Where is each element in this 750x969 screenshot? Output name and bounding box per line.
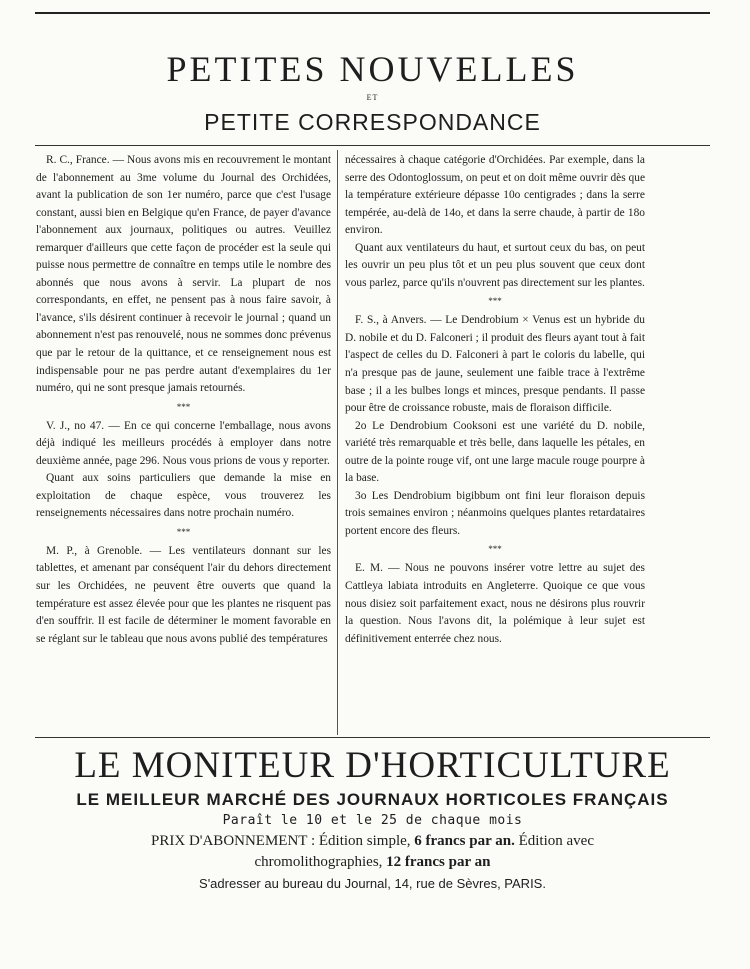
advert-price-simple: 6 francs par an. <box>414 833 515 849</box>
advert-price-line <box>35 833 710 850</box>
advert-tagline: LE MEILLEUR MARCHÉ DES JOURNAUX HORTICOLES FRANÇAIS <box>76 790 669 809</box>
paragraph-vj-soins: Quant aux soins particuliers que demande la mise en exploitation de chaque espèce, vous trouverez les renseignements nécessaires dans notre prochain numéro. <box>36 472 331 520</box>
section-separator: *** <box>488 544 502 555</box>
advert-schedule: Paraît le 10 et le 25 de chaque mois <box>222 813 523 828</box>
advert-address: S'adresser au bureau du Journal, 14, rue de Sèvres, PARIS. <box>199 876 546 891</box>
advert-title: LE MONITEUR D'HORTICULTURE <box>74 745 671 786</box>
paragraph-bigibbum: 3o Les Dendrobium bigibbum ont fini leur floraison depuis trois semaines environ ; néanmoins quelques plantes retardataires portent encore des fleurs. <box>345 489 645 537</box>
paragraph-fs: F. S., à Anvers. — Le Dendrobium × Venus est un hybride du D. nobile et du D. Falconeri ; il produit des fleurs ayant tout à fait l'aspect de celles du D. Falconeri à part le coloris du labelle, qui n'a presque pas de jaune, seulement une faible trace à l'extrême base ; il a les bulbes longs et minces, presque pendants. Il passe pour être de croissance robuste, mais de floraison difficile. <box>345 314 645 415</box>
column-divider <box>337 150 338 735</box>
page-title: PETITES NOUVELLES <box>166 49 579 89</box>
advert-chromo-line <box>35 854 710 871</box>
header-rule <box>35 145 710 146</box>
advert-price-edition: Édition avec <box>514 833 594 849</box>
section-separator: *** <box>176 401 191 412</box>
section-separator: *** <box>488 296 502 307</box>
left-column <box>36 152 331 648</box>
paragraph-vj: V. J., no 47. — En ce qui concerne l'emballage, nous avons déjà indiqué les meilleurs procédés à employer dans notre deuxième année, page 296. Nous vous prions de vous y reporter. <box>36 419 331 467</box>
section-separator: *** <box>176 526 191 537</box>
paragraph-cooksoni: 2o Le Dendrobium Cooksoni est une variété du D. nobile, variété très remarquable et très belle, dans laquelle les pétales, en outre de la pointe rouge vif, ont une large macule rouge pourpre à la base. <box>345 419 645 485</box>
paragraph-ventilateurs: Quant aux ventilateurs du haut, et surtout ceux du bas, on peut les ouvrir un peu plus tôt et un peu plus souvent que ceux dont vous parlez, parce qu'ils n'ouvrent pas directement sur les plantes. <box>345 241 645 289</box>
advert-chromo-label: chromolithographies, <box>254 854 387 870</box>
right-column <box>345 152 645 648</box>
page-subtitle: PETITE CORRESPONDANCE <box>204 109 541 135</box>
paragraph-mp: M. P., à Grenoble. — Les ventilateurs donnant sur les tablettes, et amenant par conséquent l'air du dehors directement sur les Orchidées, ne peuvent être ouverts que quand la température est assez élevée pour que les plantes ne risquent pas d'en souffrir. Il est facile de déterminer le moment favorable en se réglant sur le tableau que nous avons publié des températures <box>36 544 331 645</box>
advert-price-chromo: 12 francs par an <box>386 854 491 870</box>
advert-price-label: PRIX D'ABONNEMENT : Édition simple, <box>151 833 415 849</box>
paragraph-em: E. M. — Nous ne pouvons insérer votre lettre au sujet des Cattleya labiata introduits en Angleterre. Quoique ce que vous nous disiez soit parfaitement exact, nous ne désirons plus rouvrir la question. Nous l'avons dit, la polémique à leur sujet est définitivement enterrée chez nous. <box>345 562 645 645</box>
advert-rule <box>35 737 710 738</box>
title-conjunction: ET <box>366 93 379 102</box>
paragraph-rc: R. C., France. — Nous avons mis en recouvrement le montant de l'abonnement au 3me volume du Journal des Orchidées, avant la publication de son 1er numéro, parce que c'est l'usage constant, aussi bien en Belgique qu'en France, de payer d'avance l'abonnement aux journaux, politiques ou autres. Veuillez remarquer d'ailleurs que cette façon de procéder est la seule qui puisse nous permettre de connaître en temps utile le nombre des abonnés que nous avons à servir. La plupart de nos correspondants, en effet, ne pensent pas à nous faire savoir, à l'avance, s'ils désirent continuer à recevoir le journal ; quand un abonnement n'est pas renouvelé, nous ne sommes donc prévenus que par le retour de la quittance, et ce renseignement nous est indispensable pour ne pas perdre autant d'exemplaires du 1er numéro, qui ne sont presque jamais retournés. <box>36 154 331 395</box>
top-rule <box>35 12 710 14</box>
paragraph-mp-cont: nécessaires à chaque catégorie d'Orchidées. Par exemple, dans la serre des Odontoglossum, on peut et on doit même ouvrir dès que la température extérieure dépasse 10o centigrades ; dans la serre tempérée, au-delà de 14o, et dans la serre chaude, à partir de 18o environ. <box>345 154 645 237</box>
